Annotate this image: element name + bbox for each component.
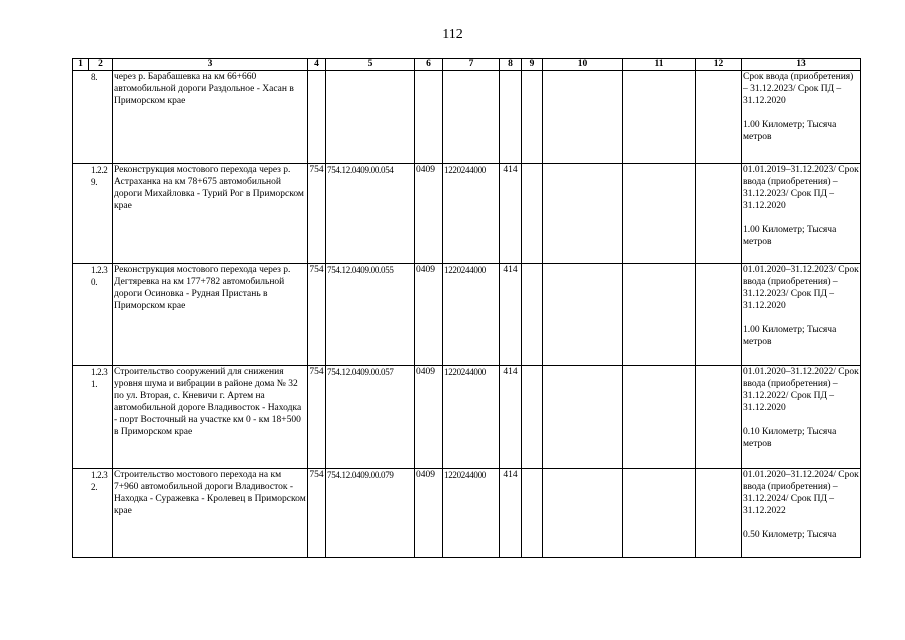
- row-number-cell: 1.2.3 2.: [73, 469, 113, 558]
- section-cell: 0409: [415, 264, 443, 366]
- capacity-text: 1.00 Километр; Тысяча метров: [743, 120, 837, 142]
- column-header: 5: [326, 59, 415, 71]
- column-header: 2: [89, 59, 113, 71]
- period-cell: [742, 164, 861, 264]
- empty-cell: [623, 164, 696, 264]
- period-text: 01.01.2019–31.12.2023/ Срок ввода (приобретения) – 31.12.2023/ Срок ПД – 31.12.2020: [743, 165, 859, 211]
- object-name-cell: Строительство мостового перехода на км 7+960 автомобильной дороги Владивосток - Находка - Суражевка - Кролевец в Приморском крае: [113, 469, 308, 558]
- period-cell: [742, 264, 861, 366]
- empty-cell: [543, 366, 623, 469]
- code-cell: 754: [308, 366, 326, 469]
- budget-table: [72, 58, 861, 558]
- period-cell: [742, 469, 861, 558]
- table-row: [73, 264, 861, 366]
- header-row: [73, 59, 861, 71]
- row-number-cell: 8.: [73, 71, 113, 164]
- section-cell: [415, 71, 443, 164]
- expense-type-cell: 414: [500, 469, 522, 558]
- empty-cell: [623, 366, 696, 469]
- empty-cell: [623, 71, 696, 164]
- empty-cell: [543, 164, 623, 264]
- target-article-cell: 1220244000: [443, 164, 500, 264]
- column-header: 9: [522, 59, 543, 71]
- object-code-cell: 754.12.0409.00.079: [326, 469, 415, 558]
- empty-cell: [522, 164, 543, 264]
- object-code-cell: [326, 71, 415, 164]
- column-header: 1: [73, 59, 89, 71]
- expense-type-cell: 414: [500, 264, 522, 366]
- object-code-cell: 754.12.0409.00.055: [326, 264, 415, 366]
- row-number-cell: 1.2.2 9.: [73, 164, 113, 264]
- target-article-cell: 1220244000: [443, 469, 500, 558]
- column-header: 8: [500, 59, 522, 71]
- empty-cell: [522, 71, 543, 164]
- code-cell: 754: [308, 469, 326, 558]
- code-cell: [308, 71, 326, 164]
- table-row: [73, 71, 861, 164]
- capacity-text: 1.00 Километр; Тысяча метров: [743, 325, 837, 347]
- column-header: 13: [742, 59, 861, 71]
- row-number-cell: 1.2.3 0.: [73, 264, 113, 366]
- empty-cell: [696, 469, 742, 558]
- target-article-cell: 1220244000: [443, 366, 500, 469]
- object-name-cell: Реконструкция мостового перехода через р. Дегтяревка на км 177+782 автомобильной дороги Осиновка - Рудная Пристань в Приморском крае: [113, 264, 308, 366]
- code-cell: 754: [308, 264, 326, 366]
- page-number: 112: [442, 27, 463, 42]
- object-name-cell: Реконструкция мостового перехода через р. Астраханка на км 78+675 автомобильной дороги Михайловка - Турий Рог в Приморском крае: [113, 164, 308, 264]
- column-header: 11: [623, 59, 696, 71]
- table-row: [73, 469, 861, 558]
- empty-cell: [522, 469, 543, 558]
- column-header: 10: [543, 59, 623, 71]
- empty-cell: [543, 71, 623, 164]
- capacity-text: 1.00 Километр; Тысяча метров: [743, 225, 837, 247]
- expense-type-cell: 414: [500, 164, 522, 264]
- empty-cell: [696, 264, 742, 366]
- column-header: 4: [308, 59, 326, 71]
- object-name-cell: Строительство сооружений для снижения уровня шума и вибрации в районе дома № 32 по ул. Вторая, с. Кневичи г. Артем на автомобильной дороге Владивосток - Находка - порт Восточный на участке км 0 - км 18+500 в Приморском крае: [113, 366, 308, 469]
- column-header: 12: [696, 59, 742, 71]
- target-article-cell: [443, 71, 500, 164]
- column-header: 3: [113, 59, 308, 71]
- empty-cell: [623, 469, 696, 558]
- empty-cell: [696, 164, 742, 264]
- period-text: 01.01.2020–31.12.2022/ Срок ввода (приобретения) – 31.12.2022/ Срок ПД – 31.12.2020: [743, 367, 859, 413]
- period-cell: [742, 71, 861, 164]
- expense-type-cell: [500, 71, 522, 164]
- row-number-cell: 1.2.3 1.: [73, 366, 113, 469]
- section-cell: 0409: [415, 164, 443, 264]
- table-row: [73, 366, 861, 469]
- capacity-text: 0.10 Километр; Тысяча метров: [743, 427, 837, 449]
- period-text: Срок ввода (приобретения) – 31.12.2023/ Срок ПД – 31.12.2020: [743, 72, 854, 106]
- object-code-cell: 754.12.0409.00.054: [326, 164, 415, 264]
- expense-type-cell: 414: [500, 366, 522, 469]
- empty-cell: [522, 366, 543, 469]
- empty-cell: [522, 264, 543, 366]
- column-header: 6: [415, 59, 443, 71]
- code-cell: 754: [308, 164, 326, 264]
- empty-cell: [696, 71, 742, 164]
- period-text: 01.01.2020–31.12.2024/ Срок ввода (приобретения) – 31.12.2024/ Срок ПД – 31.12.2022: [743, 470, 859, 516]
- column-header: 7: [443, 59, 500, 71]
- section-cell: 0409: [415, 469, 443, 558]
- period-text: 01.01.2020–31.12.2023/ Срок ввода (приобретения) – 31.12.2023/ Срок ПД – 31.12.2020: [743, 265, 859, 311]
- section-cell: 0409: [415, 366, 443, 469]
- capacity-text: 0.50 Километр; Тысяча: [743, 530, 837, 540]
- empty-cell: [543, 264, 623, 366]
- empty-cell: [623, 264, 696, 366]
- table-row: [73, 164, 861, 264]
- target-article-cell: 1220244000: [443, 264, 500, 366]
- period-cell: [742, 366, 861, 469]
- empty-cell: [696, 366, 742, 469]
- empty-cell: [543, 469, 623, 558]
- object-name-cell: через р. Барабашевка на км 66+660 автомобильной дороги Раздольное - Хасан в Приморском крае: [113, 71, 308, 164]
- object-code-cell: 754.12.0409.00.057: [326, 366, 415, 469]
